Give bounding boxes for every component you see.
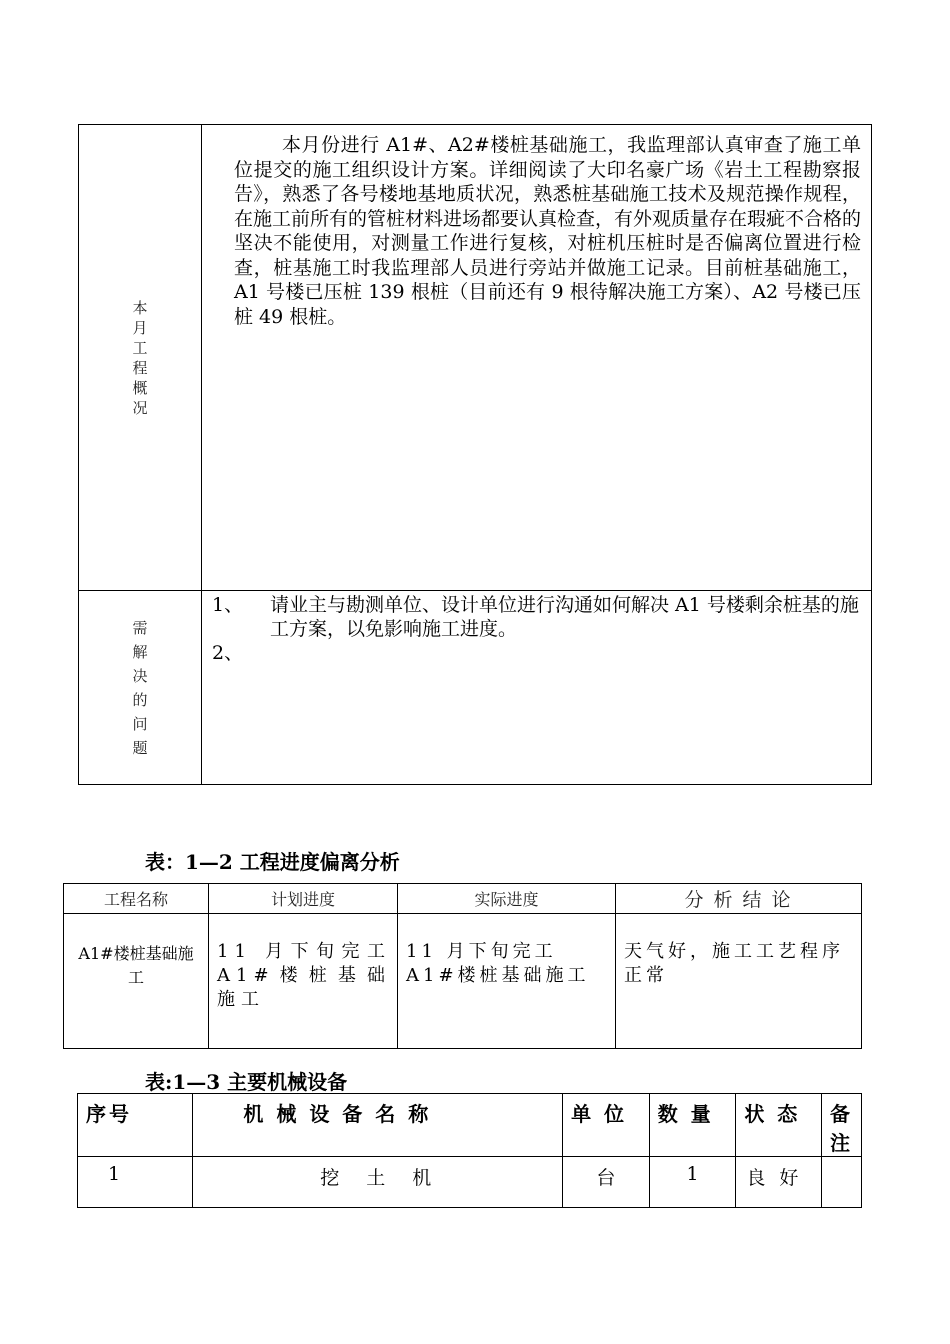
table-cell [822,1157,862,1208]
table-row [78,1157,862,1208]
issue-text: 请业主与勘测单位、设计单位进行沟通如何解决 A1 号楼剩余桩基的施工方案，以免影响施工进度。 [270,594,859,640]
schedule-deviation-table [63,883,862,1049]
table-header-row [78,1094,862,1157]
vertical-label-char: 解 [132,642,148,661]
table-row [64,914,862,1049]
table-cell: 台 [563,1157,650,1208]
table-cell: 挖 土 机 [193,1157,563,1208]
table-cell: A1#楼桩基础施工 [64,914,209,1049]
column-header: 序号 [78,1094,193,1157]
table3-caption: 表:1—3 主要机械设备 [145,1070,348,1094]
column-header: 实际进度 [398,884,616,914]
column-header: 计划进度 [209,884,398,914]
column-header: 数 量 [649,1094,736,1157]
vertical-label-char: 月 [132,318,148,337]
issue-item [212,593,863,641]
table-cell: 天气好，施工工艺程序正常 [616,914,862,1049]
table-cell: 1 [649,1157,736,1208]
column-header: 备注 [822,1094,862,1157]
vertical-label-char: 况 [132,398,148,417]
overview-label-cell [79,125,202,591]
overview-content-cell [202,125,872,591]
vertical-label-char: 工 [132,338,148,357]
table-cell: 1 [78,1157,193,1208]
overview-text: 本月份进行 A1#、A2#楼桩基础施工，我监理部认真审查了施工单位提交的施工组织设计方案。详细阅读了大印名豪广场《岩土工程勘察报告》，熟悉了各号楼地基地质状况，熟悉桩基础施工技术及规范操作规程，在施工前所有的管桩材料进场都要认真检查，有外观质量存在瑕疵不合格的坚决不能使用，对测量工作进行复核，对桩机压桩时是否偏离位置进行检查，桩基施工时我监理部人员进行旁站并做施工记录。目前桩基础施工，A1 号楼已压桩 139 根桩（目前还有 9 根待解决施工方案）、A2 号楼已压桩 49 根桩。 [234,134,862,328]
vertical-label-char: 决 [132,666,148,685]
table2-caption: 表：1—2 工程进度偏离分析 [145,850,400,874]
issue-item [212,641,863,665]
vertical-label-char: 的 [132,690,148,709]
issues-label-cell [79,591,202,785]
overview-table [78,124,872,785]
vertical-label-char: 程 [132,358,148,377]
column-header: 机 械 设 备 名 称 [193,1094,563,1157]
table-cell: 11 月下旬完工 A1#楼桩基础施工 [209,914,398,1049]
issues-label [132,616,147,760]
vertical-label-char: 问 [132,714,148,733]
machinery-table [77,1093,862,1208]
column-header: 状 态 [736,1094,822,1157]
column-header: 单 位 [563,1094,650,1157]
vertical-label-char: 本 [132,298,148,317]
column-header: 工程名称 [64,884,209,914]
issue-text [270,641,863,665]
overview-label [132,298,147,418]
table-cell: 良 好 [736,1157,822,1208]
table-cell: 11 月下旬完工 A1#楼桩基础施工 [398,914,616,1049]
issue-number: 2、 [212,642,244,664]
issue-number: 1、 [212,594,244,616]
vertical-label-char: 概 [132,378,148,397]
issues-content-cell [202,591,872,785]
table-header-row [64,884,862,914]
vertical-label-char: 题 [132,738,148,757]
column-header: 分 析 结 论 [616,884,862,914]
issues-list [202,591,871,665]
vertical-label-char: 需 [132,618,148,637]
